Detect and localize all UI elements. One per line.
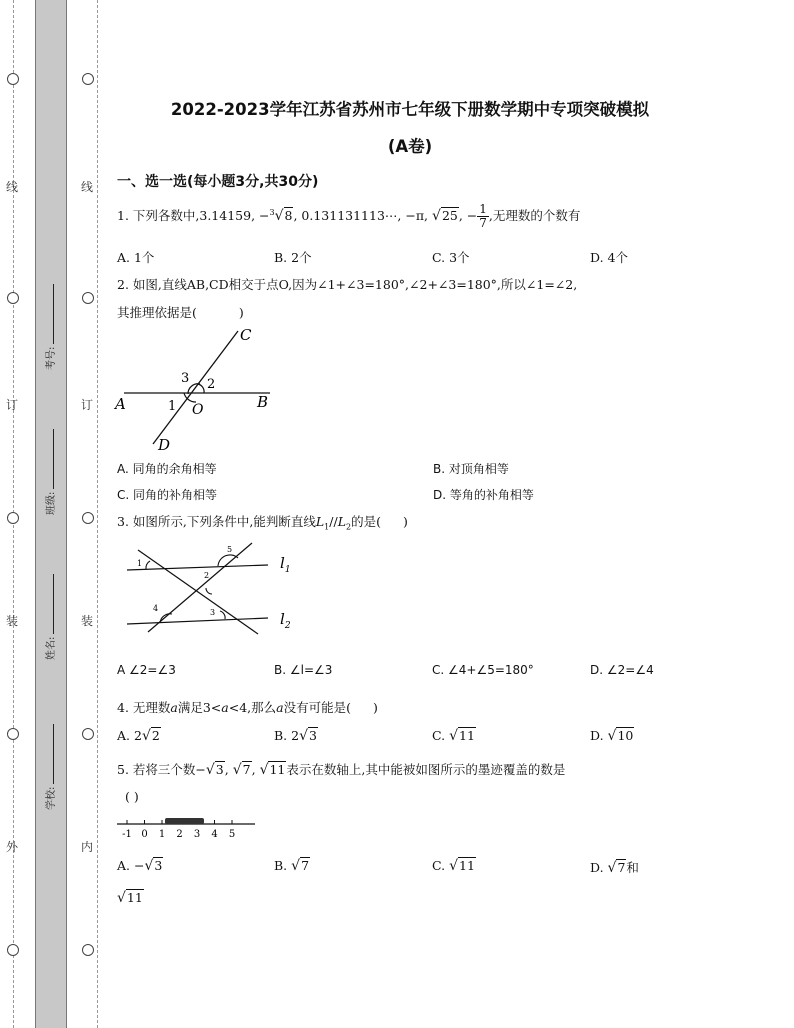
outer-mark-wai: 外 xyxy=(6,840,19,854)
q5-option-b[interactable]: B. √7 xyxy=(274,858,310,874)
number-line-tick-label: 1 xyxy=(158,829,166,840)
label-a: A xyxy=(115,395,126,413)
q1-option-a[interactable]: A. 1个 xyxy=(117,250,155,265)
label-o: O xyxy=(192,402,204,418)
angle-3-label: 3 xyxy=(181,371,190,386)
field-name[interactable]: 姓名: xyxy=(42,574,57,660)
cube-root: $^3$√8 xyxy=(269,207,293,224)
angle-2-label: 2 xyxy=(207,377,216,392)
question-5: 5. 若将三个数−√3, √7, √11表示在数轴上,其中能被如图所示的墨迹覆盖的数是 xyxy=(117,762,566,778)
ink-blot xyxy=(165,818,204,824)
page-title: 2022-2023学年江苏省苏州市七年级下册数学期中专项突破模拟 xyxy=(170,100,650,119)
binding-hole xyxy=(7,944,19,956)
label-d: D xyxy=(158,436,171,454)
page-subtitle: (A卷) xyxy=(387,137,433,156)
q3-option-b[interactable]: B. ∠l=∠3 xyxy=(274,663,333,677)
q3-option-a[interactable]: A ∠2=∠3 xyxy=(117,663,176,677)
binding-hole xyxy=(82,728,94,740)
inner-mark-xian: 线 xyxy=(81,180,94,194)
angle-3-label: 3 xyxy=(210,608,216,617)
binding-hole xyxy=(7,728,19,740)
q2-option-a[interactable]: A. 同角的余角相等 xyxy=(117,462,217,476)
inner-mark-ding: 订 xyxy=(81,398,94,412)
q3-figure xyxy=(120,538,300,638)
label-l2: $l_2$ xyxy=(280,610,291,631)
number-line-tick-label: 5 xyxy=(228,829,236,840)
q4-option-a[interactable]: A. 2√2 xyxy=(117,728,160,744)
field-class[interactable]: 班级: xyxy=(42,429,57,515)
q3-option-c[interactable]: C. ∠4+∠5=180° xyxy=(432,663,534,677)
field-school[interactable]: 学校: xyxy=(42,724,57,810)
inner-dashed-line xyxy=(97,0,98,1028)
number-line-tick-label: 3 xyxy=(193,829,201,840)
outer-mark-ding: 订 xyxy=(6,398,19,412)
q5-option-d[interactable]: D. √7和 xyxy=(590,860,639,876)
line-l2 xyxy=(127,618,268,624)
angle-1-label: 1 xyxy=(137,559,143,568)
inner-mark-nei: 内 xyxy=(81,840,94,854)
question-2-line2: 其推理依据是( ) xyxy=(117,305,244,320)
angle-5-label: 5 xyxy=(227,545,233,554)
binding-hole xyxy=(7,512,19,524)
q3-option-d[interactable]: D. ∠2=∠4 xyxy=(590,663,654,677)
label-c: C xyxy=(240,326,252,344)
section-heading: 一、选一选(每小题3分,共30分) xyxy=(117,174,319,190)
angle-arc xyxy=(218,555,238,566)
outer-mark-xian: 线 xyxy=(6,180,19,194)
question-5-paren: ( ) xyxy=(125,789,139,804)
number-line xyxy=(115,812,260,842)
line-l1 xyxy=(127,565,268,570)
question-4: 4. 无理数a满足3<a<4,那么a没有可能是( ) xyxy=(117,700,378,715)
binding-hole xyxy=(82,73,94,85)
q2-figure xyxy=(110,322,290,454)
angle-arc xyxy=(198,384,204,393)
outer-mark-zhuang: 装 xyxy=(6,614,19,628)
q2-option-c[interactable]: C. 同角的补角相等 xyxy=(117,488,218,502)
line-cd xyxy=(153,331,238,444)
binding-hole xyxy=(7,73,19,85)
angle-arc xyxy=(206,588,212,594)
label-l1: $l_1$ xyxy=(280,554,291,575)
angle-1-label: 1 xyxy=(168,399,177,414)
q1-option-b[interactable]: B. 2个 xyxy=(274,250,312,265)
label-b: B xyxy=(257,393,269,411)
q4-option-c[interactable]: C. √11 xyxy=(432,728,475,744)
q2-option-d[interactable]: D. 等角的补角相等 xyxy=(433,488,534,502)
q5-option-a[interactable]: A. −√3 xyxy=(117,858,163,874)
question-1: 1. 下列各数中,3.14159, −$^3$√8, 0.131131113⋯, −π, √25, − $\frac{1}{7}$ ,无理数的个数有 xyxy=(117,202,581,230)
q5-option-d-continued: √11 xyxy=(117,890,143,906)
inner-mark-zhuang: 装 xyxy=(81,614,94,628)
fraction: $\frac{1}{7}$ xyxy=(479,202,487,230)
q1-option-c[interactable]: C. 3个 xyxy=(432,250,470,265)
q4-option-b[interactable]: B. 2√3 xyxy=(274,728,317,744)
number-line-tick-label: 0 xyxy=(141,829,148,840)
question-2-line1: 2. 如图,直线AB,CD相交于点O,因为∠1+∠3=180°,∠2+∠3=180°,所以∠1=∠2, xyxy=(117,277,578,292)
binding-hole xyxy=(82,292,94,304)
question-3: 3. 如图所示,下列条件中,能判断直线$L_1//L_2$的是( ) xyxy=(117,514,408,532)
binding-hole xyxy=(82,512,94,524)
angle-arc xyxy=(146,561,150,569)
square-root: √25 xyxy=(432,208,458,224)
angle-2-label: 2 xyxy=(204,571,210,580)
number-line-tick-label: -1 xyxy=(122,829,132,840)
binding-hole xyxy=(7,292,19,304)
field-exam-number[interactable]: 考号: xyxy=(42,284,57,370)
q5-option-c[interactable]: C. √11 xyxy=(432,858,475,874)
number-line-tick-label: 2 xyxy=(176,829,183,840)
angle-arc xyxy=(220,611,225,619)
angle-4-label: 4 xyxy=(153,604,159,613)
number-line-tick-label: 4 xyxy=(211,829,218,840)
q2-option-b[interactable]: B. 对顶角相等 xyxy=(433,462,509,476)
q1-option-d[interactable]: D. 4个 xyxy=(590,250,628,265)
q4-option-d[interactable]: D. √10 xyxy=(590,728,634,744)
binding-hole xyxy=(82,944,94,956)
